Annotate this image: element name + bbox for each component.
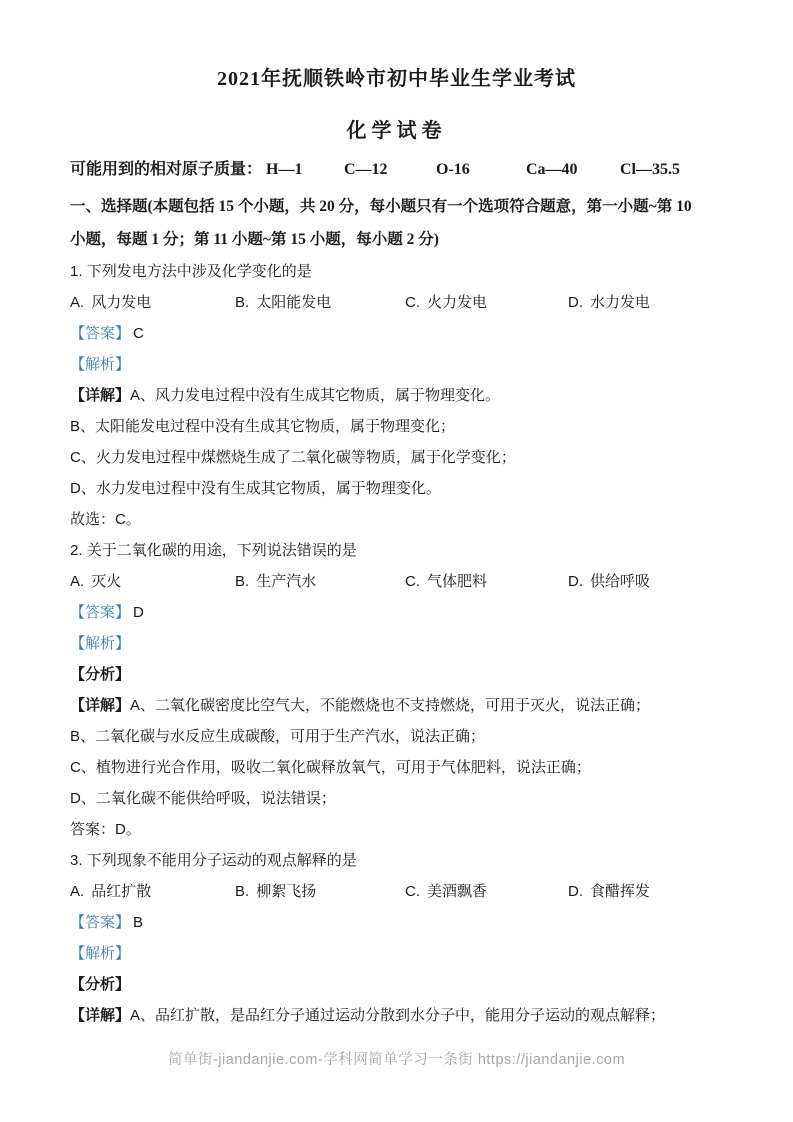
option-text: 气体肥料: [427, 573, 488, 590]
option-a: [70, 876, 151, 907]
atomic-mass-label: 可能用到的相对原子质量：: [70, 161, 263, 178]
option-letter: C.: [405, 573, 420, 590]
answer-letter: C: [133, 325, 144, 342]
option-letter: B.: [235, 573, 250, 590]
section-heading-line1: 一、选择题(本题包括 15 个小题，共 20 分，每小题只有一个选项符合题意，第一小题~第 10: [70, 198, 692, 215]
option-text: 美酒飘香: [427, 883, 488, 900]
jiexi-label: 【解析】: [70, 635, 131, 652]
atomic-mass-line: [70, 158, 723, 182]
answer-line: [70, 597, 723, 628]
jiexi-line: [70, 349, 723, 380]
detail-line: [70, 1000, 723, 1031]
fenxi-label: 【分析】: [70, 666, 131, 683]
section-heading-line2: 小题，每题 1 分；第 11 小题~第 15 小题，每小题 2 分): [70, 231, 439, 248]
answer-label: 【答案】: [70, 604, 131, 621]
answer-label: 【答案】: [70, 325, 131, 342]
question-number: 1.: [70, 263, 83, 280]
question-stem-text: 下列发电方法中涉及化学变化的是: [86, 263, 312, 280]
fenxi-line: [70, 659, 723, 690]
conclusion-line: 答案：D。: [70, 821, 141, 838]
jiexi-label: 【解析】: [70, 356, 131, 373]
option-text: 太阳能发电: [256, 294, 332, 311]
option-c: [405, 876, 487, 907]
page-content: [0, 66, 793, 1069]
exam-title: 2021年抚顺铁岭市初中毕业生学业考试: [217, 68, 576, 90]
option-d: [568, 287, 650, 318]
option-letter: A.: [70, 883, 85, 900]
atomic-mass-Ca: Ca—40: [526, 161, 578, 178]
answer-line: [70, 318, 723, 349]
option-c: [405, 566, 487, 597]
option-text: 生产汽水: [256, 573, 317, 590]
option-letter: C.: [405, 294, 420, 311]
option-d: [568, 566, 650, 597]
option-text: 品红扩散: [91, 883, 152, 900]
exam-subtitle: 化学试卷: [346, 120, 447, 142]
xiangjie-label: 【详解】: [70, 697, 131, 714]
question-2: [70, 535, 723, 845]
jiexi-line: [70, 938, 723, 969]
option-text: 火力发电: [427, 294, 488, 311]
detail-line: D、水力发电过程中没有生成其它物质，属于物理变化。: [70, 480, 441, 497]
option-letter: C.: [405, 883, 420, 900]
option-text: 食醋挥发: [590, 883, 651, 900]
option-letter: D.: [568, 294, 583, 311]
atomic-mass-Cl: Cl—35.5: [620, 161, 680, 178]
question-number: 3.: [70, 852, 83, 869]
question-stem: [70, 535, 723, 566]
question-stem-text: 关于二氧化碳的用途，下列说法错误的是: [86, 542, 357, 559]
question-number: 2.: [70, 542, 83, 559]
detail-line: C、火力发电过程中煤燃烧生成了二氧化碳等物质，属于化学变化；: [70, 449, 516, 466]
atomic-mass-C: C—12: [344, 161, 388, 178]
option-letter: B.: [235, 883, 250, 900]
option-c: [405, 287, 487, 318]
options-row: [70, 287, 723, 318]
atomic-mass-H: H—1: [266, 161, 303, 178]
answer-letter: D: [133, 604, 144, 621]
option-a: [70, 566, 121, 597]
detail-line: [70, 380, 723, 411]
detail-line: [70, 690, 723, 721]
option-b: [235, 566, 316, 597]
question-3: [70, 845, 723, 1031]
jiexi-label: 【解析】: [70, 945, 131, 962]
options-row: [70, 876, 723, 907]
option-letter: D.: [568, 883, 583, 900]
fenxi-line: [70, 969, 723, 1000]
option-text: 柳絮飞扬: [256, 883, 317, 900]
detail-text: A、风力发电过程中没有生成其它物质，属于物理变化。: [130, 387, 501, 404]
option-text: 供给呼吸: [590, 573, 651, 590]
option-a: [70, 287, 151, 318]
question-1: [70, 256, 723, 535]
option-b: [235, 287, 331, 318]
detail-line: B、太阳能发电过程中没有生成其它物质，属于物理变化；: [70, 418, 456, 435]
option-text: 灭火: [91, 573, 122, 590]
question-stem: [70, 256, 723, 287]
option-text: 风力发电: [91, 294, 152, 311]
option-d: [568, 876, 650, 907]
detail-line: C、植物进行光合作用，吸收二氧化碳释放氧气，可用于气体肥料，说法正确；: [70, 759, 591, 776]
xiangjie-label: 【详解】: [70, 1007, 131, 1024]
atomic-mass-O: O-16: [436, 161, 470, 178]
xiangjie-label: 【详解】: [70, 387, 131, 404]
jiexi-line: [70, 628, 723, 659]
answer-label: 【答案】: [70, 914, 131, 931]
question-stem: [70, 845, 723, 876]
detail-text: A、二氧化碳密度比空气大，不能燃烧也不支持燃烧，可用于灭火，说法正确；: [130, 697, 651, 714]
answer-line: [70, 907, 723, 938]
section-heading: [70, 190, 723, 256]
option-text: 水力发电: [590, 294, 651, 311]
fenxi-label: 【分析】: [70, 976, 131, 993]
option-letter: A.: [70, 573, 85, 590]
footer-watermark: 简单街-jiandanjie.com-学科网简单学习一条街 https://jiandanjie.com: [167, 1052, 626, 1068]
conclusion-line: 故选：C。: [70, 511, 141, 528]
detail-line: D、二氧化碳不能供给呼吸，说法错误；: [70, 790, 336, 807]
detail-text: A、品红扩散，是品红分子通过运动分散到水分子中，能用分子运动的观点解释；: [130, 1007, 666, 1024]
option-letter: B.: [235, 294, 250, 311]
detail-line: B、二氧化碳与水反应生成碳酸，可用于生产汽水，说法正确；: [70, 728, 486, 745]
question-stem-text: 下列现象不能用分子运动的观点解释的是: [86, 852, 357, 869]
option-b: [235, 876, 316, 907]
answer-letter: B: [133, 914, 144, 931]
options-row: [70, 566, 723, 597]
option-letter: A.: [70, 294, 85, 311]
option-letter: D.: [568, 573, 583, 590]
